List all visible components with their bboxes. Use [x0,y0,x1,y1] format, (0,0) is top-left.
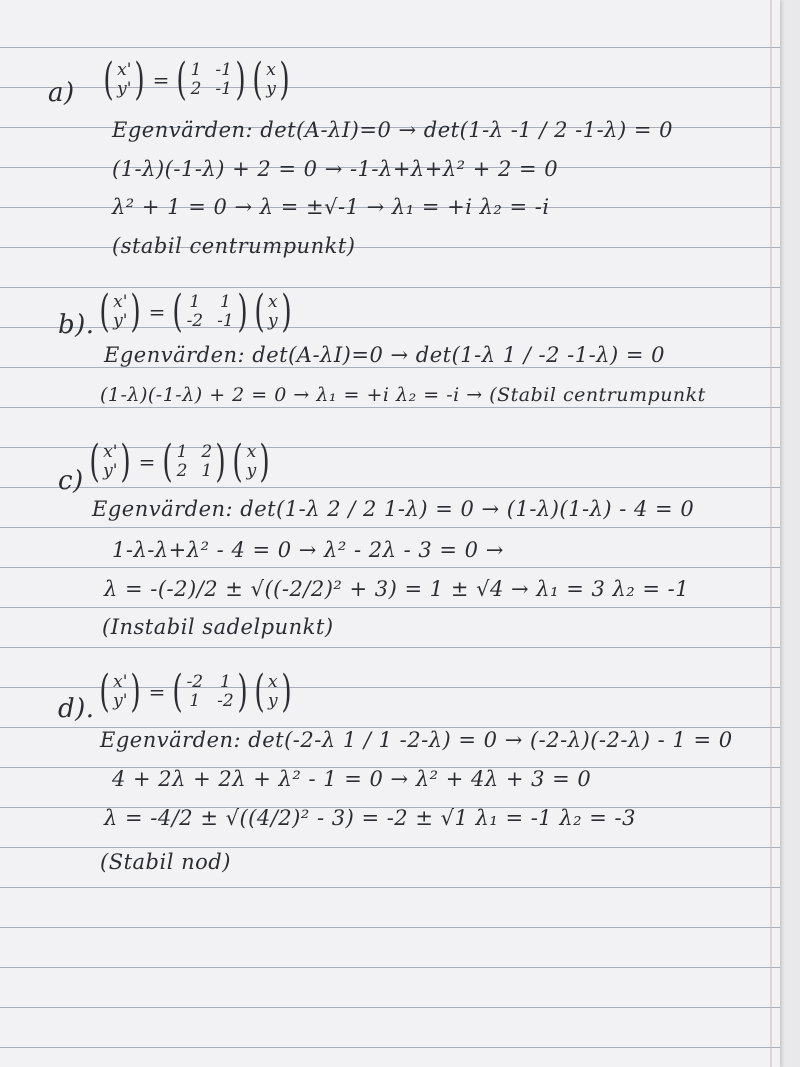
part-d-line-4: (Stabil nod) [100,850,231,874]
part-c-line-3: λ = -(-2)/2 ± √((-2/2)² + 3) = 1 ± √4 → λ₁ = 3 λ₂ = -1 [104,577,690,601]
part-a-line-2: (1-λ)(-1-λ) + 2 = 0 → -1-λ+λ+λ² + 2 = 0 [112,157,559,181]
part-d-lhs: x' y' [113,672,128,711]
part-d-system: ( x' y' ) = ( -2 1 1 -2 ) ( x y ) [99,666,292,717]
part-c-label: c) [58,466,84,496]
part-c-system: ( x' y' ) = ( 1 2 2 1 ) ( x y ) [89,436,270,487]
part-b-lhs: x' y' [113,292,128,331]
part-a-system: ( x' y' ) = ( 1 -1 2 -1 ) ( x y ) [103,54,290,105]
margin-line [770,0,772,1067]
part-b-system: ( x' y' ) = ( 1 1 -2 -1 ) ( x y ) [99,286,292,337]
part-a-lhs: x' y' [117,60,132,99]
part-d-line-2: 4 + 2λ + 2λ + λ² - 1 = 0 → λ² + 4λ + 3 = 0 [112,767,592,791]
part-c-matrix: 1 2 2 1 [176,442,213,481]
part-a-line-3: λ² + 1 = 0 → λ = ±√-1 → λ₁ = +i λ₂ = -i [112,195,550,219]
part-d-line-1: Egenvärden: det(-2-λ 1 / 1 -2-λ) = 0 → (-2-λ)(-2-λ) - 1 = 0 [100,728,733,752]
part-a-line-4: (stabil centrumpunkt) [112,234,356,258]
part-d-matrix: -2 1 1 -2 [186,672,234,711]
part-c-line-4: (Instabil sadelpunkt) [102,615,334,639]
part-c-line-2: 1-λ-λ+λ² - 4 = 0 → λ² - 2λ - 3 = 0 → [112,538,504,562]
part-b-label: b). [58,310,95,340]
part-b-line-2: (1-λ)(-1-λ) + 2 = 0 → λ₁ = +i λ₂ = -i → (Stabil centrumpunkt [100,384,706,406]
part-a-line-1: Egenvärden: det(A-λI)=0 → det(1-λ -1 / 2 -1-λ) = 0 [112,118,673,142]
part-a-rhs: x y [266,60,276,99]
part-c-line-1: Egenvärden: det(1-λ 2 / 2 1-λ) = 0 → (1-λ)(1-λ) - 4 = 0 [92,497,695,521]
part-a-label: a) [48,78,75,108]
part-d-rhs: x y [268,672,278,711]
part-b-line-1: Egenvärden: det(A-λI)=0 → det(1-λ 1 / -2 -1-λ) = 0 [104,343,665,367]
part-c-rhs: x y [246,442,257,481]
part-c-lhs: x' y' [103,442,118,481]
part-a-matrix: 1 -1 2 -1 [190,60,232,99]
part-d-line-3: λ = -4/2 ± √((4/2)² - 3) = -2 ± √1 λ₁ = -1 λ₂ = -3 [104,806,636,830]
part-d-label: d). [58,694,95,724]
part-b-matrix: 1 1 -2 -1 [186,292,234,331]
part-b-rhs: x y [268,292,278,331]
